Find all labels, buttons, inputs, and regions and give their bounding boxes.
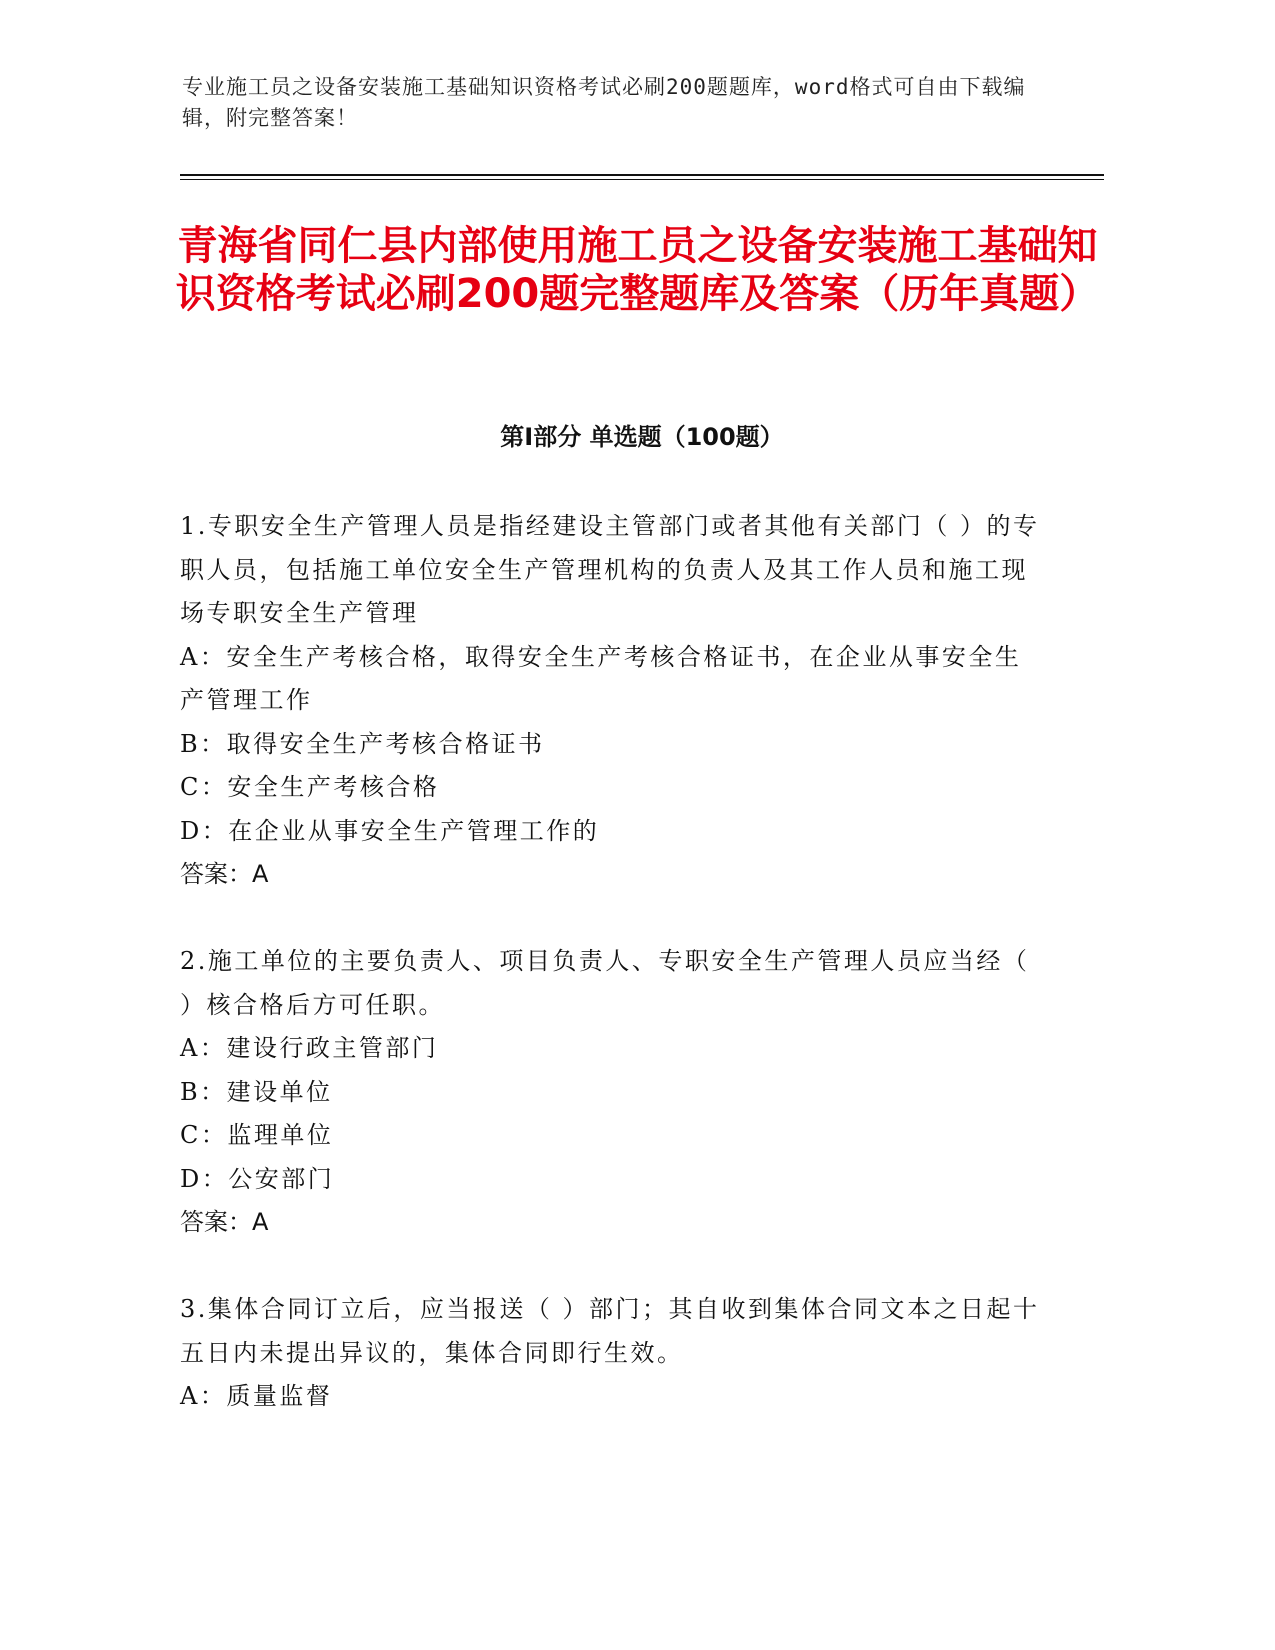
answer-line: 答案：A (180, 1208, 269, 1236)
question-spacer (180, 897, 1040, 941)
question-3 (180, 1288, 1040, 1419)
option-a: A：建设行政主管部门 (180, 1034, 439, 1062)
question-spacer (180, 1245, 1040, 1289)
header-rule-thin (180, 179, 1104, 180)
document-title: 青海省同仁县内部使用施工员之设备安装施工基础知识资格考试必刷200题完整题库及答案（历年真题） (175, 223, 1100, 317)
section-heading: 第Ⅰ部分 单选题（100题） (500, 423, 784, 451)
option-a: A：安全生产考核合格，取得安全生产考核合格证书，在企业从事安全生产管理工作 (180, 642, 1022, 714)
option-a: A：质量监督 (180, 1382, 333, 1410)
question-1 (180, 505, 1040, 897)
option-c: C：安全生产考核合格 (180, 773, 440, 801)
option-d: D：公安部门 (180, 1164, 335, 1193)
option-c: C：监理单位 (180, 1121, 334, 1149)
question-stem: 2.施工单位的主要负责人、项目负责人、专职安全生产管理人员应当经（ ）核合格后方可任职。 (180, 947, 1030, 1019)
answer-line: 答案：A (180, 860, 269, 888)
question-2 (180, 940, 1040, 1245)
option-d: D：在企业从事安全生产管理工作的 (180, 816, 600, 845)
option-b: B：建设单位 (180, 1077, 333, 1106)
question-stem: 3.集体合同订立后，应当报送（ ）部门；其自收到集体合同文本之日起十五日内未提出异议的，集体合同即行生效。 (180, 1295, 1040, 1367)
header-rule-thick (180, 174, 1104, 176)
header-note: 专业施工员之设备安装施工基础知识资格考试必刷200题题库，word格式可自由下载编辑，附完整答案！ (182, 75, 1026, 130)
question-stem: 1.专职安全生产管理人员是指经建设主管部门或者其他有关部门（ ）的专职人员，包括施工单位安全生产管理机构的负责人及其工作人员和施工现场专职安全生产管理 (180, 512, 1040, 627)
question-list (180, 505, 1040, 1419)
option-b: B：取得安全生产考核合格证书 (180, 729, 545, 758)
